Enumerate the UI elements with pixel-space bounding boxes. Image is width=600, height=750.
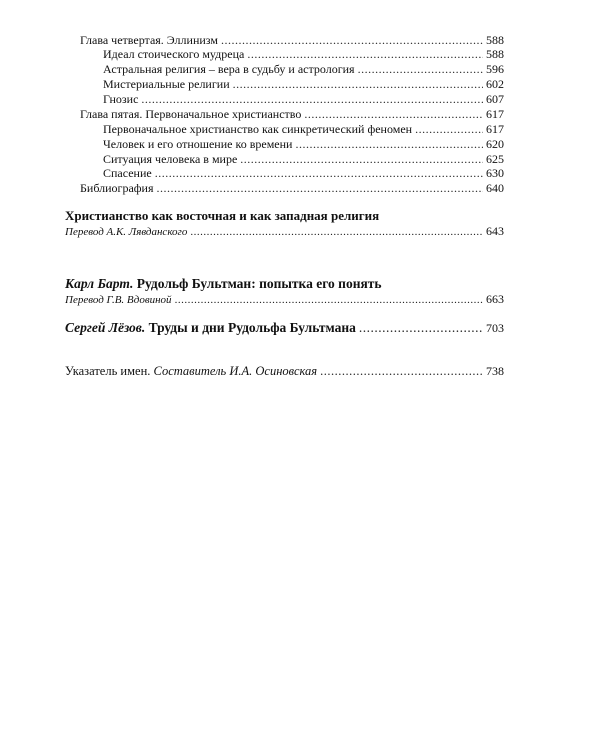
leader-dots <box>155 166 483 180</box>
toc-entry-syncretic-phenomenon[interactable] <box>103 122 504 136</box>
leader-dots <box>304 107 483 121</box>
toc-essay-title[interactable]: Христианство как восточная и как западная религия <box>65 208 380 223</box>
toc-entry-page: 640 <box>486 181 504 195</box>
toc-entry-page: 602 <box>486 77 504 91</box>
leader-dots <box>141 92 483 106</box>
toc-entry-human-situation[interactable] <box>103 152 504 166</box>
toc-lezov-entry[interactable] <box>65 320 504 336</box>
toc-entry-gnosis[interactable] <box>103 92 504 106</box>
toc-entry-title <box>65 320 356 336</box>
leader-dots <box>295 137 483 151</box>
toc-entry-page: 596 <box>486 62 504 76</box>
translator-credit: Перевод Г.В. Вдовиной <box>65 294 172 306</box>
toc-entry-title: Астральная религия – вера в судьбу и астрология <box>103 62 355 76</box>
toc-entry-chapter-4[interactable] <box>80 33 504 47</box>
toc-entry-title: Библиография <box>80 181 154 195</box>
toc-entry-mystery-religions[interactable] <box>103 77 504 91</box>
toc-entry-page: 620 <box>486 137 504 151</box>
leader-dots <box>190 225 483 239</box>
leader-dots <box>320 364 483 378</box>
toc-entry-page: 663 <box>486 292 504 306</box>
toc-entry-bibliography[interactable] <box>80 181 504 195</box>
toc-entry-title: Идеал стоического мудреца <box>103 47 245 61</box>
index-label: Указатель имен. <box>65 364 151 378</box>
toc-entry-stoic-sage[interactable] <box>103 47 504 61</box>
toc-entry-page: 617 <box>486 107 504 121</box>
toc-entry-title <box>65 364 317 378</box>
toc-entry-title: Мистериальные религии <box>103 77 230 91</box>
toc-entry-chapter-5[interactable] <box>80 107 504 121</box>
toc-entry-title: Глава пятая. Первоначальное христианство <box>80 107 302 121</box>
toc-entry-page: 630 <box>486 166 504 180</box>
toc-entry-page: 588 <box>486 47 504 61</box>
toc-entry-title: Первоначальное христианство как синкретический феномен <box>103 122 413 136</box>
toc-entry-man-and-time[interactable] <box>103 137 504 151</box>
translator-credit: Перевод А.К. Лявданского <box>65 226 188 238</box>
leader-dots <box>358 62 483 76</box>
author-name: Карл Барт. <box>65 276 134 291</box>
toc-entry-page: 625 <box>486 152 504 166</box>
toc-entry-title: Человек и его отношение ко времени <box>103 137 293 151</box>
leader-dots <box>240 152 483 166</box>
toc-entry-page: 703 <box>486 321 504 335</box>
toc-entry-astral-religion[interactable] <box>103 62 504 76</box>
toc-entry-title: Гнозис <box>103 92 139 106</box>
toc-entry-title: Ситуация человека в мире <box>103 152 238 166</box>
leader-dots <box>415 122 483 136</box>
leader-dots <box>221 33 483 47</box>
work-title: Рудольф Бультман: попытка его понять <box>133 276 382 291</box>
toc-entry-salvation[interactable] <box>103 166 504 180</box>
toc-entry-page: 588 <box>486 33 504 47</box>
toc-entry-page: 617 <box>486 122 504 136</box>
toc-index-entry[interactable] <box>65 364 504 378</box>
work-title: Труды и дни Рудольфа Бультмана <box>145 320 356 335</box>
leader-dots <box>175 293 483 307</box>
toc-entry-page: 643 <box>486 224 504 238</box>
toc-entry-page: 738 <box>486 364 504 378</box>
author-name: Сергей Лёзов. <box>65 320 146 335</box>
toc-barth-translator-line[interactable] <box>65 292 504 306</box>
toc-entry-page: 607 <box>486 92 504 106</box>
leader-dots <box>157 181 484 195</box>
compiler-credit: Составитель И.А. Осиновская <box>150 364 318 378</box>
leader-dots <box>233 77 483 91</box>
leader-dots <box>359 320 483 336</box>
toc-essay-translator-line[interactable] <box>65 224 504 238</box>
leader-dots <box>247 47 483 61</box>
toc-entry-title: Глава четвертая. Эллинизм <box>80 33 218 47</box>
toc-barth-title[interactable] <box>65 276 382 291</box>
toc-entry-title: Спасение <box>103 166 152 180</box>
